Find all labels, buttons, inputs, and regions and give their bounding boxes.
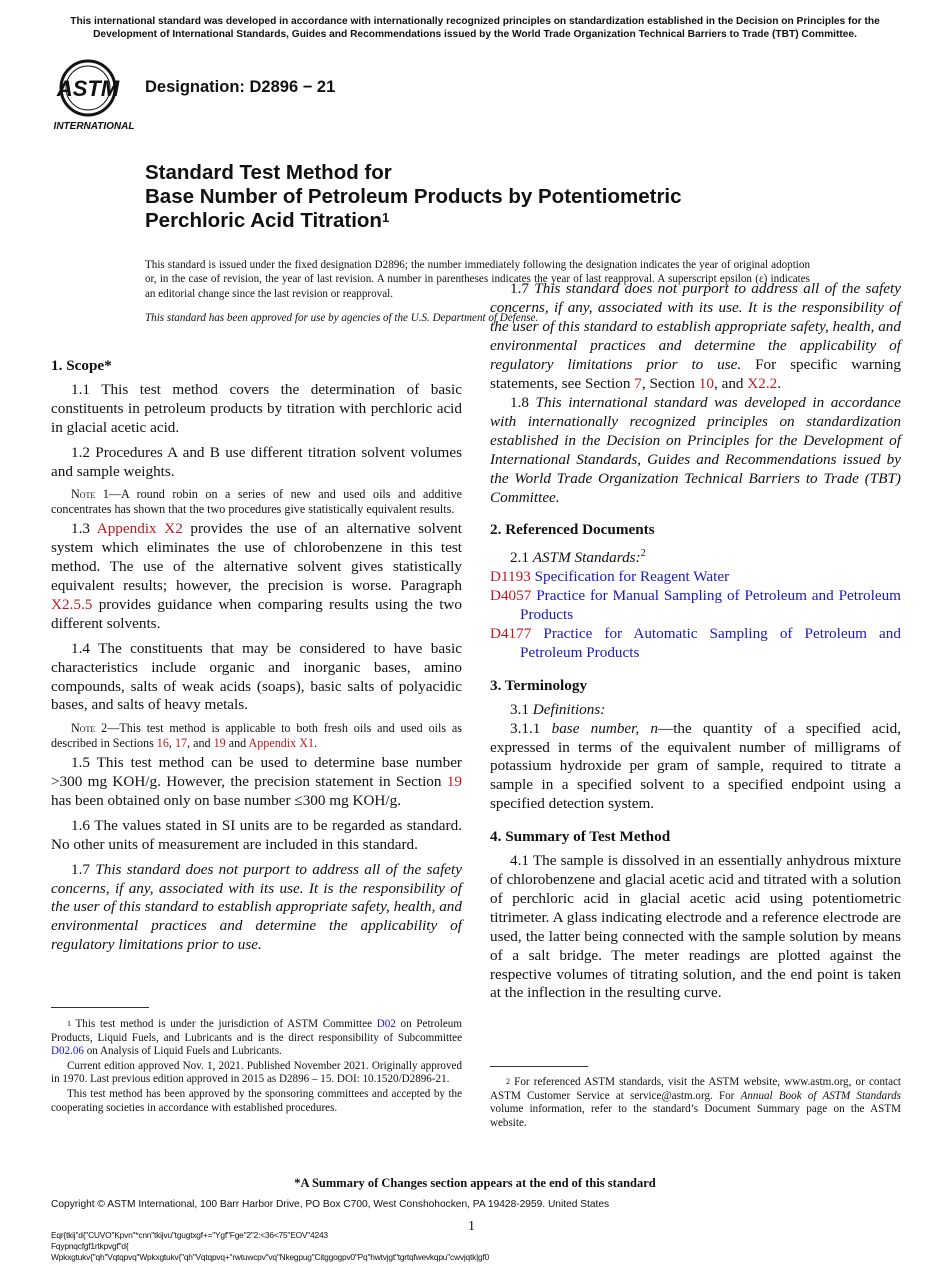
link-x2-2[interactable]: X2.2 [747, 374, 778, 392]
svg-text:INTERNATIONAL: INTERNATIONAL [53, 121, 135, 132]
title-line-1: Standard Test Method for [145, 161, 392, 184]
link-section-7[interactable]: 7 [634, 374, 642, 392]
section-1-heading: 1. Scope* [51, 357, 112, 374]
page-number: 1 [468, 1219, 475, 1234]
license-line-1: Eqr{tkij"d{"CUVO"Kpvn"*cnn"tkijvu"tgugtxgf+="Ygf"Fge"2"2:<36<75"EOV"4243 [51, 1230, 328, 1240]
para-1-7-cont: 1.7 This standard does not purport to address all of the safety concerns, if any, associated with its use. It is the responsibility of the user of this standard to establish appropriate safety, health, and environmental practices and determine the applicability of regulatory limitations prior to use. For specific warning statements, see Section 7, Section 10, and X2.2. [490, 280, 901, 392]
link-section-16[interactable]: 16 [156, 735, 169, 750]
footnote-rule-left [51, 1007, 149, 1008]
license-line-2: Fqypnqcfgf1rtkpvgf"d{ [51, 1241, 129, 1251]
link-d02[interactable]: D02 [376, 1018, 396, 1030]
preamble: This standard is issued under the fixed designation D2896; the number immediately following the designation indicates the year of original adoption or, in the case of revision, the year of last revision. A number in parentheses indicates the year of last reapproval. A superscript epsilon (ε) indicates an editorial change since the last revision or reapproval. [145, 259, 810, 300]
title-line-3: Perchloric Acid Titration$^1$ [145, 209, 390, 232]
link-section-17[interactable]: 17 [174, 735, 188, 750]
ref-d1193[interactable]: D1193 Specification for Reagent Water [490, 568, 730, 586]
title-footnote-mark[interactable]: 1 [381, 210, 390, 225]
section-4-heading: 4. Summary of Test Method [490, 828, 671, 846]
note-2: Note 2—This test method is applicable to both fresh oils and used oils as described in Sections 16, 17, and 19 and Appendix X1. [51, 721, 462, 750]
title-line-2: Base Number of Petroleum Products by Potentiometric [145, 185, 682, 208]
link-section-19[interactable]: 19 [213, 735, 226, 750]
note-1: Note 1—A round robin on a series of new and used oils and additive concentrates has shown that the two procedures give statistically equivalent results. [51, 487, 462, 516]
document-title [145, 161, 865, 233]
para-1-5: 1.5 This test method can be used to determine base number >300 mg KOH/g. However, the precision statement in Section 19 has been obtained only on base number ≤300 mg KOH/g. [51, 754, 462, 809]
para-3-1-1: 3.1.1 base number, n—the quantity of a specified acid, expressed in terms of the equivalent number of milligrams of potassium hydroxide per gram of sample, required to titrate a sample in a specified solvent to a specified endpoint using a specified detection system. [490, 719, 901, 813]
designation: Designation: D2896 − 21 [145, 78, 336, 96]
section-2-heading: 2. Referenced Documents [490, 521, 655, 539]
top-notice: This international standard was developed in accordance with internationally recognized principles on standardization established in the Decision on Principles for the Development of International Standards, Guides and Recommendations issued by the World Trade Organization Technical Barriers to Trade (TBT) Committee. [70, 16, 880, 40]
para-1-6: 1.6 The values stated in SI units are to be regarded as standard. No other units of measurement are included in this standard. [51, 816, 462, 853]
para-4-1: 4.1 The sample is dissolved in an essentially anhydrous mixture of chlorobenzene and glacial acetic acid and titrated with a solution of perchloric acid in glacial acetic acid using potentiometric titrimeter. A glass indicating electrode and a reference electrode are used, the latter being connected with the sample solution by means of a salt bridge. The meter readings are plotted against the respective volumes of titrating solution, and the end point is taken at the inflection in the resulting curve. [490, 852, 901, 1002]
footnotes-right [490, 1076, 901, 1131]
left-column [51, 357, 462, 954]
section-3-heading: 3. Terminology [490, 676, 588, 694]
summary-of-changes-note: *A Summary of Changes section appears at the end of this standard [294, 1176, 656, 1190]
link-d02-06[interactable]: D02.06 [51, 1045, 84, 1058]
svg-text:ASTM: ASTM [56, 76, 120, 101]
astm-logo-icon [54, 58, 134, 132]
footnote-1: $^1$ This test method is under the jurisdiction of ASTM Committee D02 on Petroleum Products, Liquid Fuels, and Lubricants and is the direct responsibility of Subcommittee D02.06 on Analysis of Liquid Fuels and Lubricants. [51, 1018, 462, 1058]
link-x2-5-5[interactable]: X2.5.5 [51, 595, 93, 613]
license-line-3: Wpkxgtukv{"qh"Vqtqpvq"Wpkxgtukv{"qh"Vqtqpvq+"rwtuwcpv"vq"Nkegpug"Citggogpv0"Pq"hwtvjgt"tgrtqfwevkqpu"cwvjqtk|gf0 [51, 1252, 490, 1262]
footnote-1-edition: Current edition approved Nov. 1, 2021. Published November 2021. Originally approved in 1970. Last previous edition approved in 2015 as D2896 – 15. DOI: 10.1520/D2896-21. [51, 1059, 462, 1086]
para-2-1: 2.1 ASTM Standards:$^2$ [510, 548, 646, 567]
footnote-rule-right [490, 1066, 588, 1067]
link-appendix-x2[interactable]: Appendix X2 [96, 520, 183, 538]
link-section-10[interactable]: 10 [698, 374, 714, 392]
link-appendix-x1[interactable]: Appendix X1 [248, 735, 315, 750]
footnote-2: $^2$ For referenced ASTM standards, visit the ASTM website, www.astm.org, or contact ASTM Customer Service at service@astm.org. For Annual Book of ASTM Standards volume information, refer to the standard’s Document Summary page on the ASTM website. [490, 1076, 901, 1129]
ref-d4177[interactable]: D4177 Practice for Automatic Sampling of Petroleum and Petroleum Products [490, 625, 901, 661]
copyright: Copyright © ASTM International, 100 Barr Harbor Drive, PO Box C700, West Conshohocken, PA 19428-2959. United States [51, 1199, 610, 1210]
para-1-8: 1.8 This international standard was developed in accordance with internationally recognized principles on standardization established in the Decision on Principles for the Development of International Standards, Guides and Recommendations issued by the World Trade Organization Technical Barriers to Trade (TBT) Committee. [490, 394, 901, 506]
link-section-19b[interactable]: 19 [446, 773, 462, 791]
para-1-4: 1.4 The constituents that may be considered to have basic characteristics include organic and inorganic bases, amino compounds, salts of weak acids (soaps), basic salts of polyacidic bases, and salts of heavy metals. [51, 639, 462, 714]
para-1-3: 1.3 Appendix X2 provides the use of an alternative solvent system which eliminates the use of chlorobenzene in this test method. The use of the alternative solvent gives statistically equivalent results; however, the precision is worse. Paragraph X2.5.5 provides guidance when comparing results using the two different solvents. [51, 520, 462, 632]
para-1-2: 1.2 Procedures A and B use different titration solvent volumes and sample weights. [51, 443, 462, 480]
para-1-7: 1.7 This standard does not purport to address all of the safety concerns, if any, associated with its use. It is the responsibility of the user of this standard to establish appropriate safety, health, and environmental practices and determine the applicability of regulatory limitations prior to use. [51, 860, 462, 954]
dod-approval-note: This standard has been approved for use by agencies of the U.S. Department of Defense. [145, 312, 539, 324]
right-column [490, 280, 901, 1003]
footnote-1-approval: This test method has been approved by the sponsoring committees and accepted by the cooperating societies in accordance with established procedures. [51, 1087, 462, 1114]
license-watermark [51, 1230, 651, 1263]
para-3-1: 3.1 Definitions: [510, 700, 606, 718]
para-1-1: 1.1 This test method covers the determination of basic constituents in petroleum products by titration with perchloric acid in glacial acetic acid. [51, 380, 462, 436]
ref-d4057[interactable]: D4057 Practice for Manual Sampling of Petroleum and Petroleum Products [490, 587, 901, 624]
footnotes-left [51, 1018, 462, 1116]
